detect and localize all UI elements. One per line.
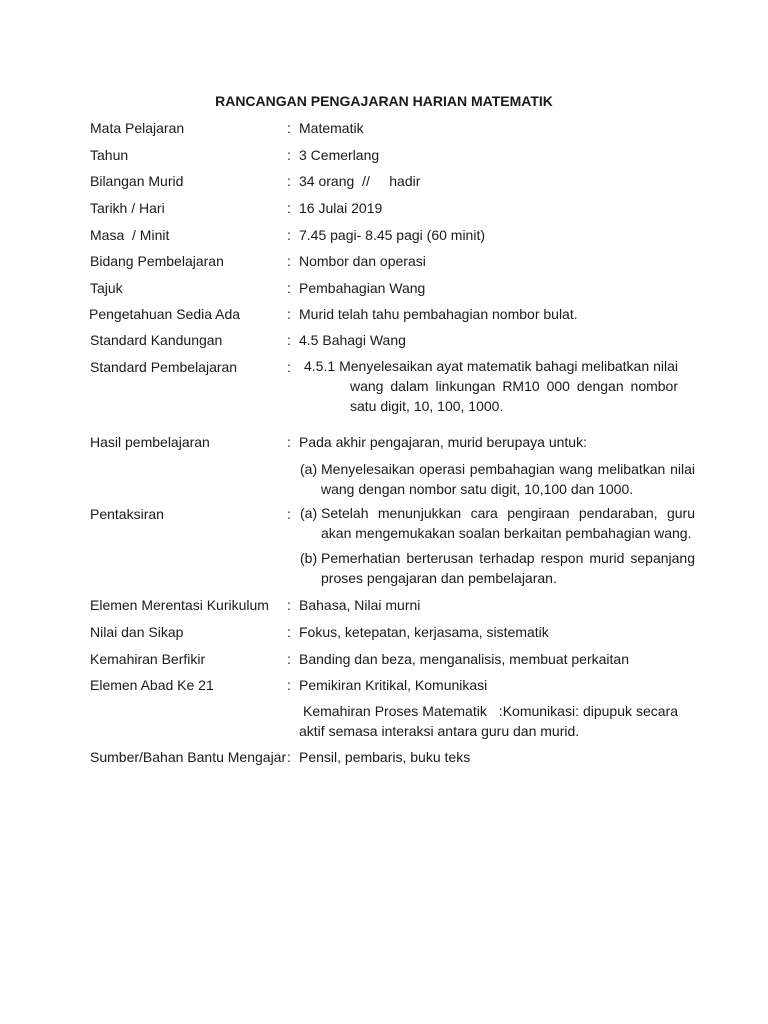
value-nilai-sikap: Fokus, ketepatan, kerjasama, sistematik xyxy=(299,624,549,640)
label-nilai-sikap: Nilai dan Sikap xyxy=(90,624,184,640)
item-marker: (a) xyxy=(300,461,318,477)
colon: : xyxy=(287,227,291,243)
colon: : xyxy=(287,120,291,136)
colon: : xyxy=(287,253,291,269)
label-pentaksiran: Pentaksiran xyxy=(90,506,164,522)
document-title: RANCANGAN PENGAJARAN HARIAN MATEMATIK xyxy=(215,93,553,109)
value-bidang: Nombor dan operasi xyxy=(299,253,426,269)
label-sumber: Sumber/Bahan Bantu Mengajar xyxy=(90,749,287,765)
label-bilangan-murid: Bilangan Murid xyxy=(90,173,184,189)
label-hasil-pembelajaran: Hasil pembelajaran xyxy=(90,434,210,450)
colon: : xyxy=(287,280,291,296)
value-mata-pelajaran: Matematik xyxy=(299,120,364,136)
item-marker: (b) xyxy=(300,550,318,566)
label-abad21: Elemen Abad Ke 21 xyxy=(90,677,214,693)
colon: : xyxy=(287,200,291,216)
colon: : xyxy=(287,624,291,640)
label-tajuk: Tajuk xyxy=(90,280,123,296)
value-standard-pembelajaran xyxy=(304,356,678,416)
value-abad21: Pemikiran Kritikal, Komunikasi xyxy=(299,677,488,693)
label-standard-pembelajaran: Standard Pembelajaran xyxy=(90,359,238,375)
standard-pembelajaran-text: 4.5.1 Menyelesaikan ayat matematik bahagi melibatkan nilai wang dalam linkungan RM10 000 dengan nombor satu digit, 10, 100, 1000. xyxy=(304,358,678,414)
colon: : xyxy=(287,749,291,765)
colon: : xyxy=(287,506,291,522)
value-tajuk: Pembahagian Wang xyxy=(299,280,426,296)
value-emk: Bahasa, Nilai murni xyxy=(299,597,421,613)
value-pengetahuan: Murid telah tahu pembahagian nombor bulat. xyxy=(299,306,578,322)
pentaksiran-item-b xyxy=(300,548,695,588)
value-standard-kandungan: 4.5 Bahagi Wang xyxy=(299,332,406,348)
abad21-extra: Kemahiran Proses Matematik :Komunikasi: dipupuk secara aktif semasa interaksi antara guru dan murid. xyxy=(299,703,682,739)
label-pengetahuan: Pengetahuan Sedia Ada xyxy=(89,306,241,322)
value-tarikh: 16 Julai 2019 xyxy=(299,200,383,216)
colon: : xyxy=(287,359,291,375)
label-kemahiran-berfikir: Kemahiran Berfikir xyxy=(90,651,206,667)
colon: : xyxy=(287,677,291,693)
value-hasil-pembelajaran: Pada akhir pengajaran, murid berupaya untuk: xyxy=(299,434,587,450)
colon: : xyxy=(287,306,291,322)
label-emk: Elemen Merentasi Kurikulum xyxy=(90,597,269,613)
pentaksiran-item-a xyxy=(300,503,695,543)
hasil-item-a xyxy=(300,459,695,499)
colon: : xyxy=(287,597,291,613)
label-tarikh: Tarikh / Hari xyxy=(90,200,165,216)
label-masa: Masa / Minit xyxy=(90,227,170,243)
value-masa: 7.45 pagi- 8.45 pagi (60 minit) xyxy=(299,227,485,243)
colon: : xyxy=(287,173,291,189)
colon: : xyxy=(287,651,291,667)
item-text: Menyelesaikan operasi pembahagian wang melibatkan nilai wang dengan nombor satu digit, 10,100 dan 1000. xyxy=(321,461,695,497)
value-kemahiran-berfikir: Banding dan beza, menganalisis, membuat perkaitan xyxy=(299,651,629,667)
item-text: Pemerhatian berterusan terhadap respon murid sepanjang proses pengajaran dan pembelajaran. xyxy=(321,550,695,586)
label-standard-kandungan: Standard Kandungan xyxy=(90,332,223,348)
item-marker: (a) xyxy=(300,505,318,521)
value-tahun: 3 Cemerlang xyxy=(299,147,380,163)
colon: : xyxy=(287,147,291,163)
colon: : xyxy=(287,332,291,348)
label-tahun: Tahun xyxy=(90,147,129,163)
colon: : xyxy=(287,434,291,450)
label-bidang: Bidang Pembelajaran xyxy=(90,253,224,269)
label-mata-pelajaran: Mata Pelajaran xyxy=(90,120,185,136)
item-text: Setelah menunjukkan cara pengiraan pendaraban, guru akan mengemukakan soalan berkaitan pembahagian wang. xyxy=(321,505,695,541)
value-bilangan-murid: 34 orang // hadir xyxy=(299,173,421,189)
value-sumber: Pensil, pembaris, buku teks xyxy=(299,749,471,765)
